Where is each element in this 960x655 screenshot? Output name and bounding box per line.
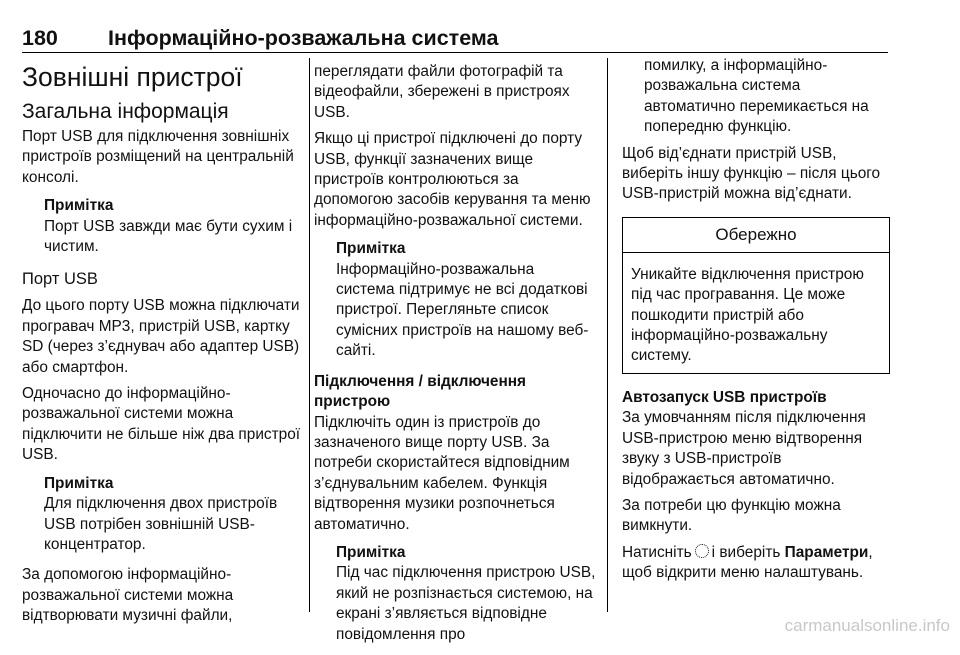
gear-icon (695, 544, 709, 558)
paragraph: Якщо ці пристрої підключені до порту USB, функції зазначених вище пристроїв контролюються за допомогою засобів керування та меню інформаційно-розважальної системи. (314, 130, 591, 229)
note (22, 196, 302, 257)
section-title: Зовнішні пристрої (22, 62, 243, 92)
text-run: , щоб відкрити меню налаштувань. (622, 543, 873, 582)
paragraph: переглядати файли фотографій та відеофайли, збережені в пристроях USB. (314, 63, 570, 121)
subsection-title: Порт USB (22, 270, 98, 289)
text-run: Натисніть (622, 543, 692, 561)
column-divider (607, 58, 608, 612)
note-title: Примітка (44, 197, 114, 215)
page-number: 180 (22, 26, 58, 50)
note (314, 239, 596, 361)
note-text: Порт USB завжди має бути сухим і чистим. (44, 217, 293, 256)
paragraph-heading: Підключення / відключення пристрою (314, 372, 527, 411)
warning-box (622, 217, 890, 374)
paragraph: помилку, а інформаційно-розважальна система автоматично перемикається на попередню функцію. (644, 57, 869, 136)
note-title: Примітка (336, 543, 406, 561)
note (314, 543, 596, 645)
paragraph: Щоб від’єднати пристрій USB, виберіть іншу функцію – після цього USB-пристрій можна від’єднати. (622, 144, 881, 203)
text-run: і виберіть (711, 543, 781, 561)
paragraph: Одночасно до інформаційно-розважальної системи можна підключити не більше ніж два пристрої USB. (22, 385, 301, 464)
watermark: carmanualsonline.info (784, 616, 950, 635)
page-header-title: Інформаційно-розважальна система (108, 26, 499, 50)
column-2 (314, 62, 596, 655)
page-header (22, 26, 498, 51)
note-text: Інформаційно-розважальна система підтримує не всі додаткові пристрої. Перегляньте список сумісних пристроїв на нашому веб-сайті. (336, 260, 589, 360)
settings-term: Параметри (784, 543, 869, 561)
header-rule (22, 52, 888, 53)
note-text: Для підключення двох пристроїв USB потрібен зовнішній USB-концентратор. (44, 495, 278, 553)
paragraph (622, 543, 890, 584)
note (22, 474, 302, 556)
warning-title: Обережно (623, 218, 889, 253)
paragraph: До цього порту USB можна підключати програвач MP3, пристрій USB, картку SD (через з’єднувач або адаптер USB) або смартфон. (22, 297, 300, 376)
warning-text: Уникайте відключення пристрою під час програвання. Це може пошкодити пристрій або інформаційно-розважальну систему. (631, 265, 864, 365)
paragraph: За умовчанням після підключення USB-пристрою меню відтворення звуку з USB-пристроїв відображається автоматично. (622, 409, 866, 488)
note-text: Під час підключення пристрою USB, який не розпізнається системою, на екрані з’являється відповідне повідомлення про (336, 564, 596, 643)
column-1 (22, 62, 302, 633)
paragraph: Підключіть один із пристроїв до зазначеного вище порту USB. За потреби скористайтеся відповідним з’єднувальним кабелем. Функція відтворення музики розпочнеться автоматично. (314, 413, 570, 533)
column-3 (622, 57, 890, 590)
paragraph: За потреби цю функцію можна вимкнути. (622, 496, 841, 535)
paragraph: За допомогою інформаційно-розважальної системи можна відтворювати музичні файли, (22, 566, 234, 625)
column-divider (309, 58, 310, 612)
note-title: Примітка (336, 240, 406, 258)
note-title: Примітка (44, 474, 114, 492)
subsection-title: Загальна інформація (22, 100, 229, 123)
paragraph-heading: Автозапуск USB пристроїв (622, 388, 827, 406)
paragraph: Порт USB для підключення зовнішніх пристроїв розміщений на центральній консолі. (22, 128, 294, 186)
